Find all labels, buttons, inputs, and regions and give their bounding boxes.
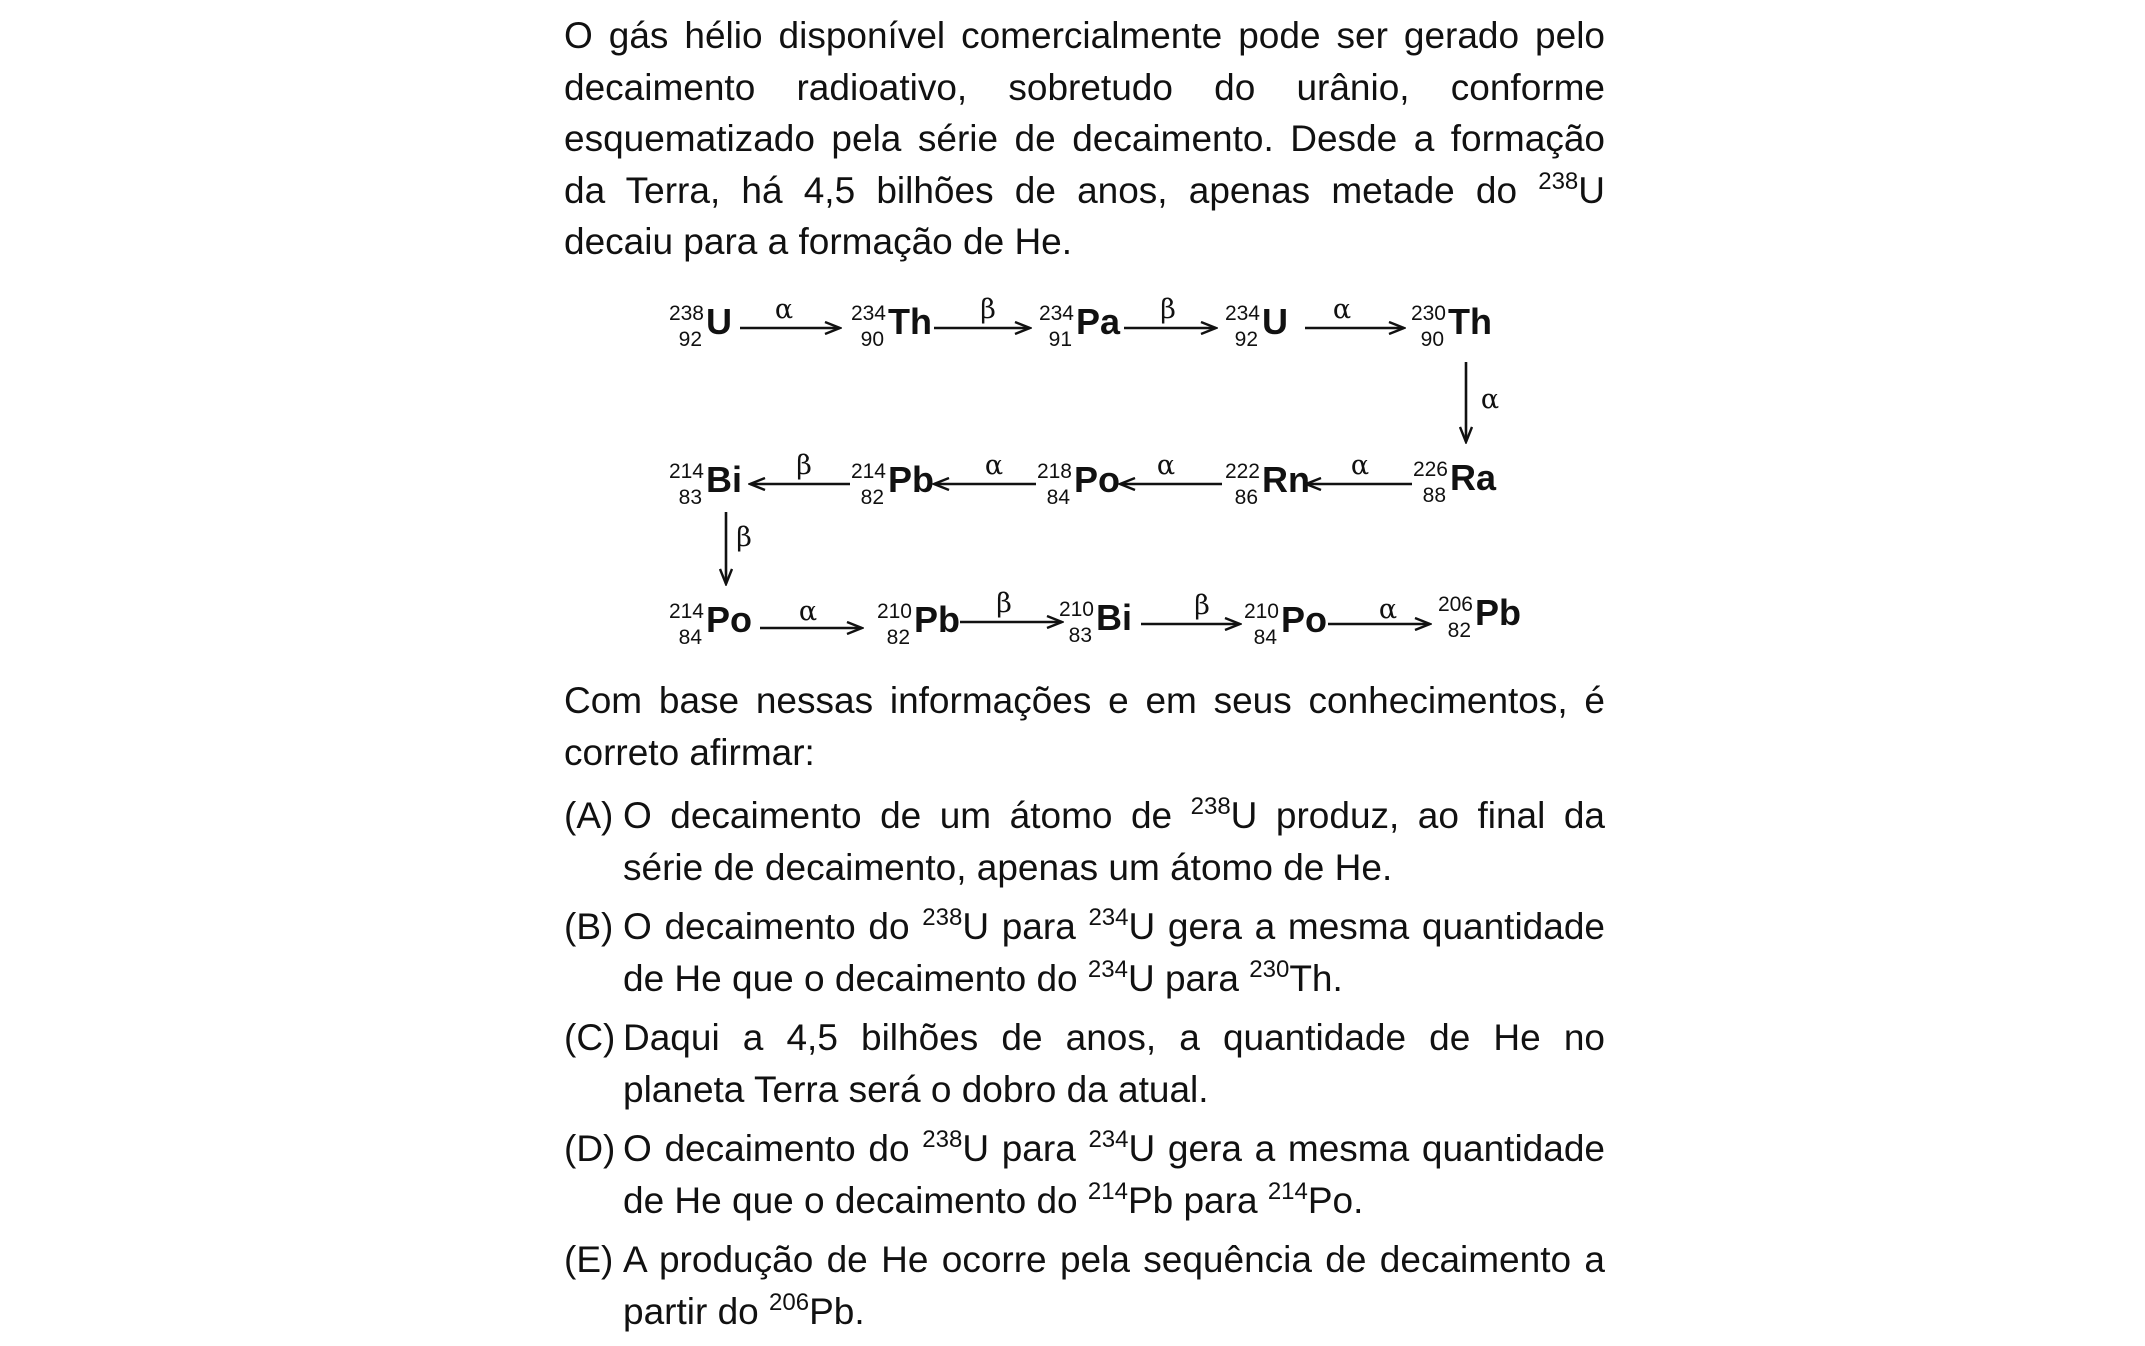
nuclide-symbol: Bi xyxy=(706,459,742,500)
nuclide-mass-number: 234 xyxy=(1038,302,1074,325)
option-b-isotope-mass-2: 234 xyxy=(1088,904,1129,931)
option-b[interactable] xyxy=(564,901,1605,1004)
option-d-isotope-mass-4: 214 xyxy=(1267,1177,1308,1205)
decay-step-label: α xyxy=(798,596,818,627)
decay-step-label: α xyxy=(984,450,1004,481)
nuclide-mass-number: 210 xyxy=(1243,600,1279,623)
nuclide-214-pb xyxy=(851,459,934,509)
nuclide-atomic-number: 86 xyxy=(1234,486,1258,509)
nuclide-symbol: U xyxy=(1262,301,1288,342)
option-e-text-2: Pb. xyxy=(809,1290,865,1332)
option-a-text-1: O decaimento de um átomo de xyxy=(623,795,1191,836)
option-d-text-4: Pb para xyxy=(1127,1179,1268,1221)
nuclide-symbol: Ra xyxy=(1450,457,1497,498)
nuclide-mass-number: 222 xyxy=(1224,460,1260,483)
nuclide-atomic-number: 90 xyxy=(860,328,884,351)
nuclide-mass-number: 218 xyxy=(1036,460,1072,483)
decay-step-label: β xyxy=(980,294,996,325)
nuclide-symbol: Th xyxy=(888,301,932,342)
nuclide-234-u xyxy=(1225,301,1288,351)
option-b-isotope-mass-1: 238 xyxy=(922,904,963,931)
option-c-text xyxy=(623,1012,1605,1115)
intro-text-2: decaiu para a formação de He. xyxy=(564,221,1073,262)
intro-text-1: O gás hélio disponível comercialmente pode ser gerado pelo decaimento radioativo, sobretudo do urânio, conforme esquematizado pela série de decaimento. Desde a formação da Terra, há 4,5 bilhões de anos, apenas metade do xyxy=(564,15,1605,211)
decay-step-label: α xyxy=(1156,450,1176,481)
nuclide-symbol: Th xyxy=(1448,301,1492,342)
option-b-isotope-mass-3: 234 xyxy=(1087,955,1128,983)
nuclide-atomic-number: 92 xyxy=(678,328,702,351)
nuclide-234-th xyxy=(851,301,932,351)
option-b-text-4: U para xyxy=(1127,957,1250,999)
nuclide-218-po xyxy=(1037,459,1120,509)
nuclide-symbol: Po xyxy=(1281,599,1328,640)
decay-step-label: β xyxy=(736,522,752,553)
option-d[interactable] xyxy=(564,1123,1605,1226)
nuclide-atomic-number: 91 xyxy=(1048,328,1072,351)
nuclide-symbol: Pb xyxy=(1475,592,1522,633)
nuclide-226-ra xyxy=(1413,457,1497,507)
nuclide-symbol: Pb xyxy=(888,459,935,500)
decay-step-label: β xyxy=(796,450,812,481)
nuclide-symbol: Pa xyxy=(1076,301,1121,342)
option-d-text-5: Po. xyxy=(1307,1179,1364,1221)
nuclide-mass-number: 210 xyxy=(1058,598,1094,621)
nuclide-mass-number: 230 xyxy=(1410,302,1446,325)
decay-step-label: β xyxy=(996,588,1012,619)
nuclide-atomic-number: 92 xyxy=(1234,328,1258,351)
nuclide-210-po xyxy=(1244,599,1327,649)
nuclide-atomic-number: 88 xyxy=(1422,484,1446,507)
option-e-text-1: A produção de He ocorre pela sequência de decaimento a partir do xyxy=(623,1239,1605,1332)
nuclide-atomic-number: 83 xyxy=(1068,624,1092,647)
nuclide-symbol: Bi xyxy=(1096,597,1132,638)
nuclide-symbol: Po xyxy=(1074,459,1121,500)
nuclide-symbol: Rn xyxy=(1262,459,1310,500)
option-d-isotope-mass-2: 234 xyxy=(1088,1126,1129,1153)
nuclide-210-pb xyxy=(877,599,960,649)
option-d-text-3: U gera a mesma quantidade de He que o decaimento do xyxy=(623,1128,1605,1221)
nuclide-234-pa xyxy=(1039,301,1121,351)
nuclide-mass-number: 210 xyxy=(876,600,912,623)
option-b-text-3: U gera a mesma quantidade de He que o decaimento do xyxy=(623,906,1605,999)
option-c[interactable] xyxy=(564,1012,1605,1115)
nuclide-atomic-number: 84 xyxy=(1253,626,1277,649)
nuclide-214-po xyxy=(669,599,752,649)
option-b-text xyxy=(623,901,1605,1004)
option-b-text-1: O decaimento do xyxy=(623,906,923,947)
nuclide-210-bi xyxy=(1059,597,1132,647)
nuclide-atomic-number: 82 xyxy=(886,626,910,649)
nuclide-222-rn xyxy=(1225,459,1310,509)
intro-isotope-symbol: U xyxy=(1578,169,1605,211)
nuclide-atomic-number: 84 xyxy=(678,626,702,649)
nuclide-atomic-number: 82 xyxy=(860,486,884,509)
nuclide-symbol: Po xyxy=(706,599,753,640)
option-b-letter: (B) xyxy=(564,906,614,947)
nuclide-238-u xyxy=(669,301,732,351)
nuclide-214-bi xyxy=(669,459,742,509)
nuclide-atomic-number: 82 xyxy=(1447,619,1471,642)
decay-step-label: α xyxy=(1350,450,1370,481)
nuclide-mass-number: 206 xyxy=(1437,593,1473,616)
nuclide-mass-number: 234 xyxy=(1224,302,1260,325)
nuclide-mass-number: 238 xyxy=(668,302,704,325)
decay-step-label: α xyxy=(1378,594,1398,625)
decay-step-label: α xyxy=(774,294,794,325)
nuclide-mass-number: 226 xyxy=(1412,458,1448,481)
decay-step-label: α xyxy=(1480,384,1500,415)
decay-step-label: α xyxy=(1332,294,1352,325)
option-b-text-5: Th. xyxy=(1289,957,1343,999)
option-d-text-2: U para xyxy=(962,1128,1089,1169)
nuclide-mass-number: 214 xyxy=(850,460,886,483)
option-c-text-1: Daqui a 4,5 bilhões de anos, a quantidade de He no planeta Terra será o dobro da atual. xyxy=(623,1017,1605,1110)
option-e-isotope-mass: 206 xyxy=(769,1288,810,1316)
option-e-text xyxy=(623,1234,1605,1337)
option-a[interactable] xyxy=(564,790,1605,893)
option-a-letter: (A) xyxy=(564,795,614,836)
option-b-isotope-mass-4: 230 xyxy=(1249,955,1290,983)
option-a-text-2: U produz, ao final da série de decaimento, apenas um átomo de He. xyxy=(623,795,1605,888)
option-e[interactable] xyxy=(564,1234,1605,1337)
option-b-text-2: U para xyxy=(962,906,1089,947)
option-c-letter: (C) xyxy=(564,1017,616,1058)
nuclide-mass-number: 234 xyxy=(850,302,886,325)
question-lead-in: Com base nessas informações e em seus conhecimentos, é correto afirmar: xyxy=(564,680,1605,773)
option-a-isotope-mass: 238 xyxy=(1190,793,1231,820)
option-d-letter: (D) xyxy=(564,1128,616,1169)
nuclide-symbol: Pb xyxy=(914,599,961,640)
option-d-text-1: O decaimento do xyxy=(623,1128,923,1169)
decay-step-label: β xyxy=(1194,590,1210,621)
option-a-text xyxy=(623,790,1605,893)
nuclide-206-pb xyxy=(1438,592,1521,642)
nuclide-symbol: U xyxy=(706,301,732,342)
option-e-letter: (E) xyxy=(564,1239,614,1280)
decay-step-label: β xyxy=(1160,294,1176,325)
nuclide-atomic-number: 84 xyxy=(1046,486,1070,509)
option-d-text xyxy=(623,1123,1605,1226)
nuclide-atomic-number: 90 xyxy=(1420,328,1444,351)
intro-isotope-mass: 238 xyxy=(1538,167,1579,195)
option-d-isotope-mass-3: 214 xyxy=(1087,1177,1128,1205)
nuclide-mass-number: 214 xyxy=(668,460,704,483)
nuclide-atomic-number: 83 xyxy=(678,486,702,509)
option-d-isotope-mass-1: 238 xyxy=(922,1126,963,1153)
nuclide-230-th xyxy=(1411,301,1492,351)
nuclide-mass-number: 214 xyxy=(668,600,704,623)
